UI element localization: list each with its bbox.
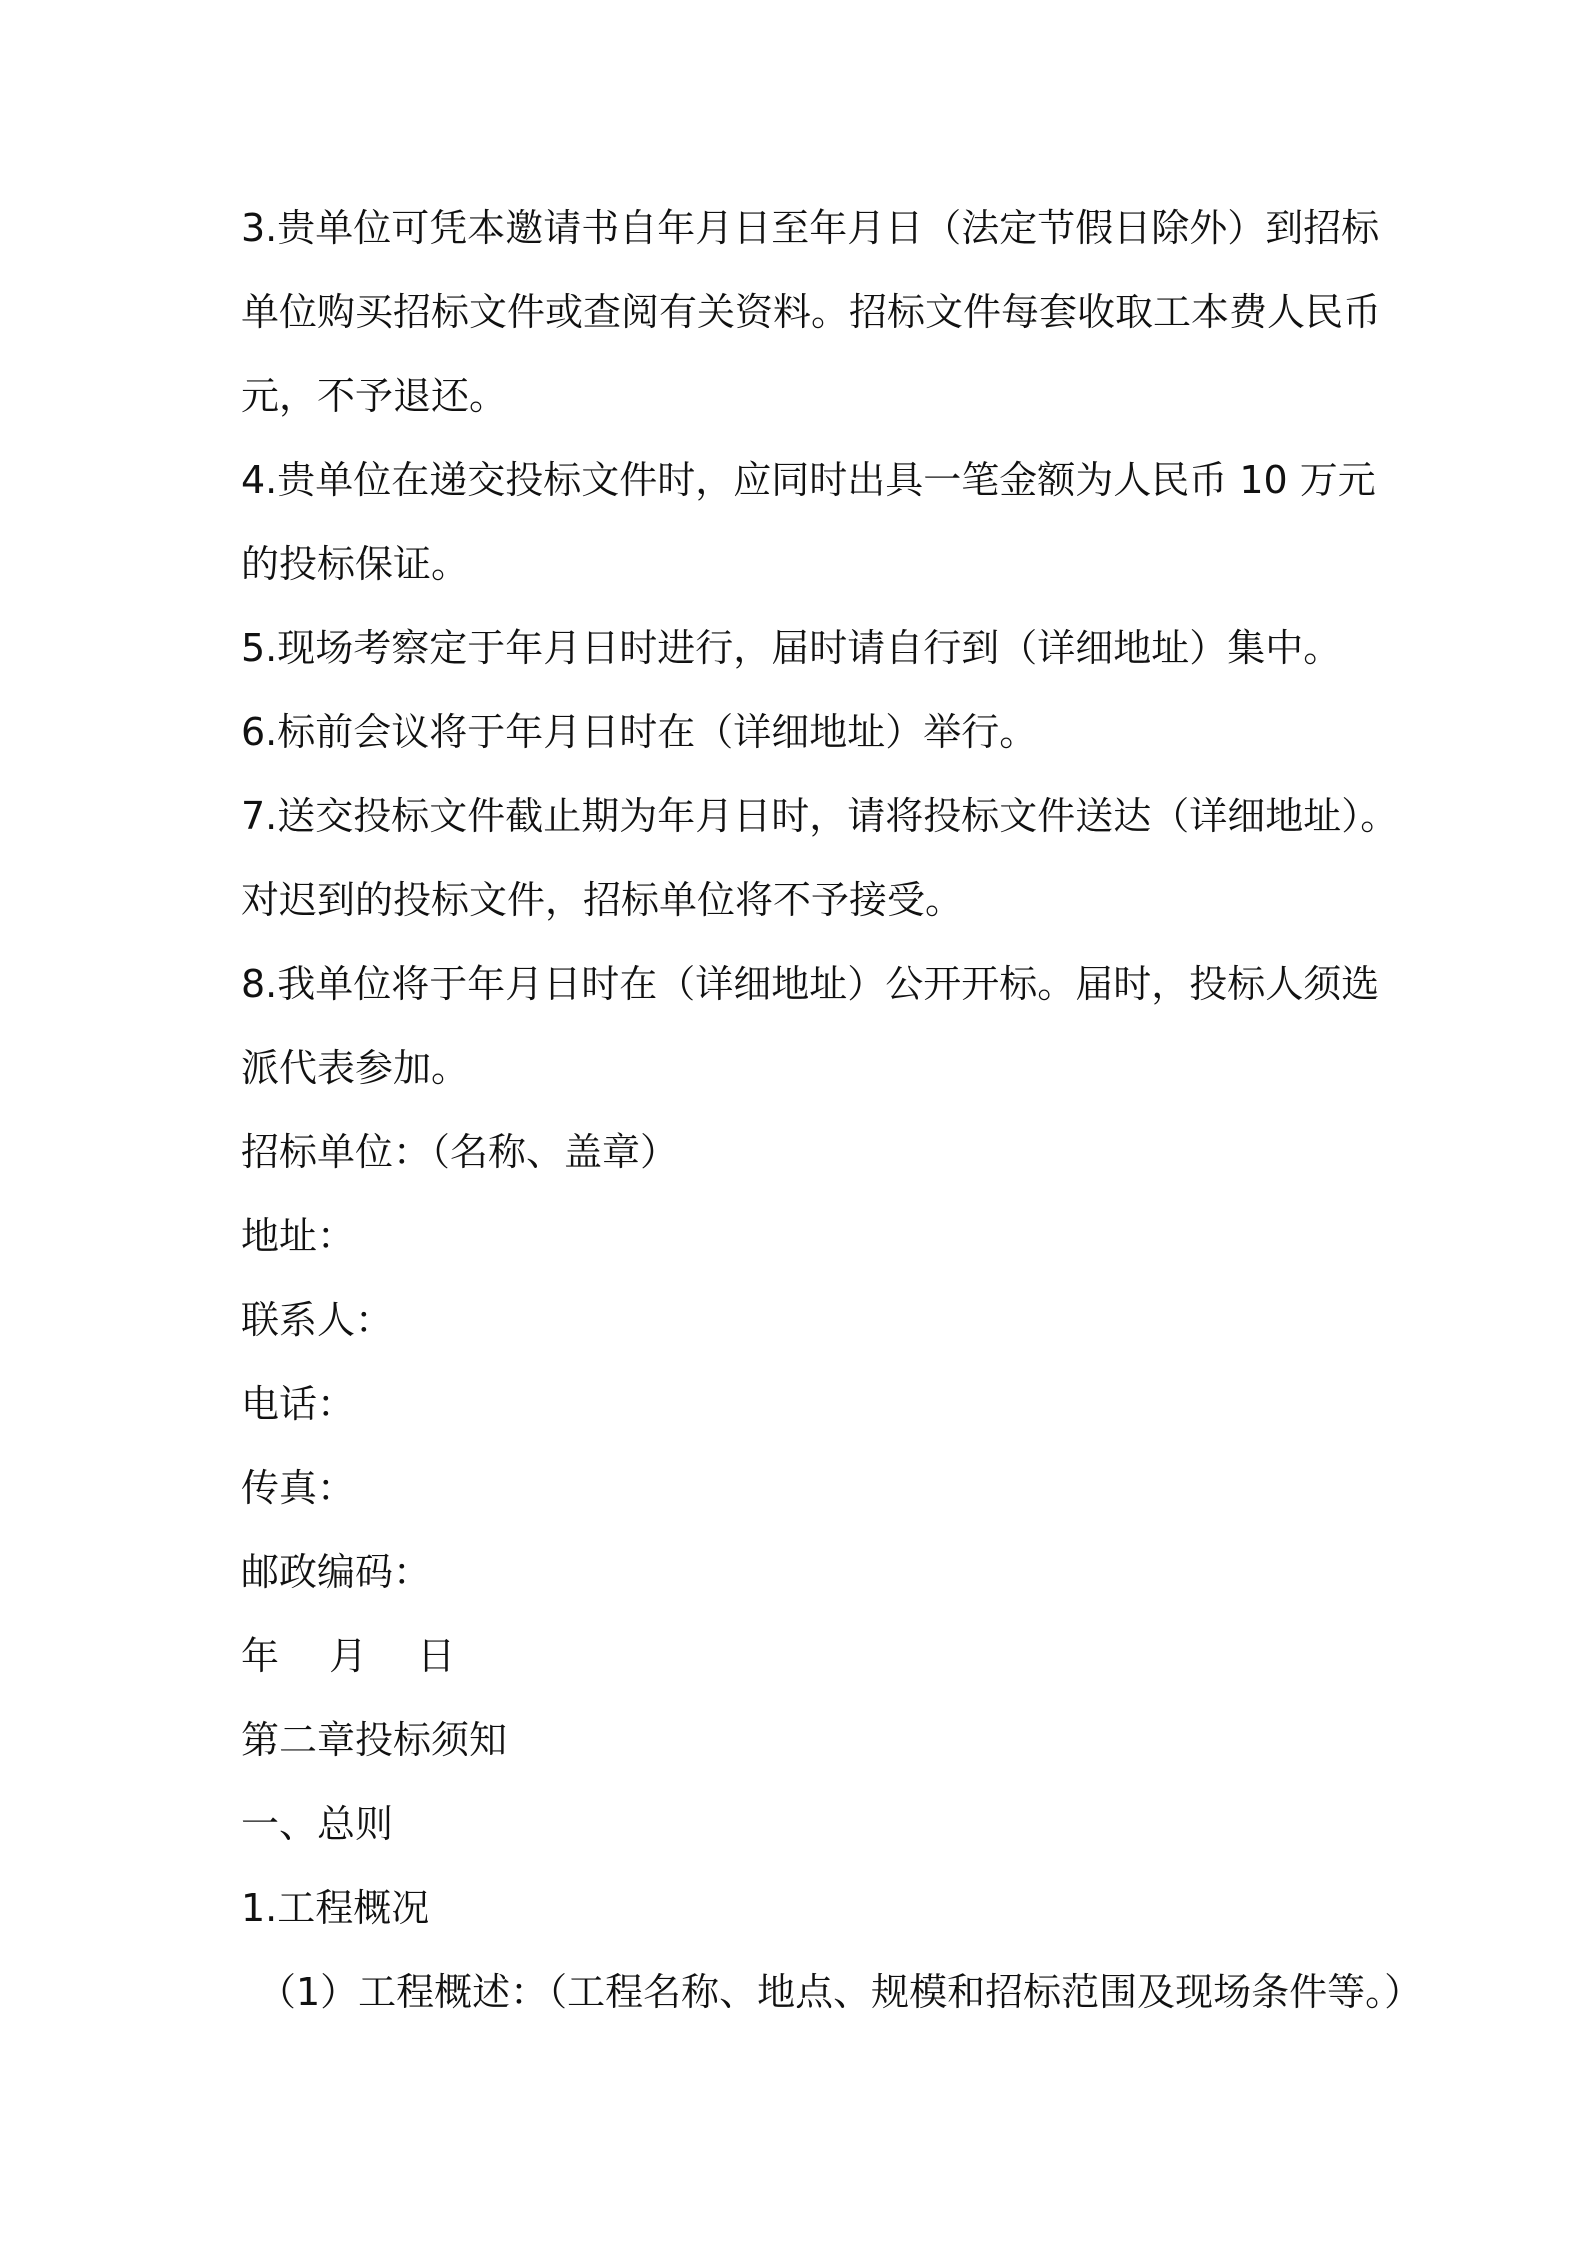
- subitem-text: （1）工程概述：（工程名称、地点、规模和招标范围及现场条件等。）: [258, 1970, 1423, 2014]
- paragraph-line: 7.送交投标文件截止期为年月日时，请将投标文件送达（详细地址）。: [241, 794, 1399, 838]
- item-heading: 1.工程概况: [241, 1886, 430, 1930]
- chapter-title: 第二章投标须知: [241, 1718, 508, 1762]
- paragraph-line: 对迟到的投标文件，招标单位将不予接受。: [241, 878, 964, 922]
- signature-unit: 招标单位：（名称、盖章）: [241, 1130, 679, 1174]
- paragraph-line: 5.现场考察定于年月日时进行，届时请自行到（详细地址）集中。: [241, 626, 1342, 670]
- paragraph-line: 派代表参加。: [241, 1046, 470, 1090]
- signature-date: [241, 1614, 1361, 1698]
- paragraph-line: 6.标前会议将于年月日时在（详细地址）举行。: [241, 710, 1038, 754]
- signature-fax: 传真：: [241, 1466, 356, 1510]
- signature-contact: 联系人：: [241, 1298, 394, 1342]
- paragraph-line: 的投标保证。: [241, 542, 470, 586]
- paragraph-line: 4.贵单位在递交投标文件时，应同时出具一笔金额为人民币 10 万元: [241, 458, 1376, 502]
- paragraph-6: [241, 690, 1361, 774]
- date-day: 日: [417, 1634, 456, 1678]
- paragraph-3: [241, 186, 1382, 438]
- section-heading: 一、总则: [241, 1802, 394, 1846]
- date-year: 年: [241, 1634, 280, 1678]
- paragraph-8: [241, 942, 1380, 1110]
- paragraph-4: [241, 438, 1376, 606]
- paragraph-5: [241, 606, 1361, 690]
- signature-address: 地址：: [241, 1214, 356, 1258]
- paragraph-line: 8.我单位将于年月日时在（详细地址）公开开标。届时，投标人须选: [241, 962, 1380, 1006]
- date-month: 月: [329, 1634, 368, 1678]
- signature-phone: 电话：: [241, 1382, 356, 1426]
- paragraph-line: 3.贵单位可凭本邀请书自年月日至年月日（法定节假日除外）到招标: [241, 206, 1380, 250]
- paragraph-7: [241, 774, 1399, 942]
- signature-postcode: 邮政编码：: [241, 1550, 432, 1594]
- paragraph-line: 元，不予退还。: [241, 374, 508, 418]
- paragraph-line: 单位购买招标文件或查阅有关资料。招标文件每套收取工本费人民币: [241, 290, 1382, 334]
